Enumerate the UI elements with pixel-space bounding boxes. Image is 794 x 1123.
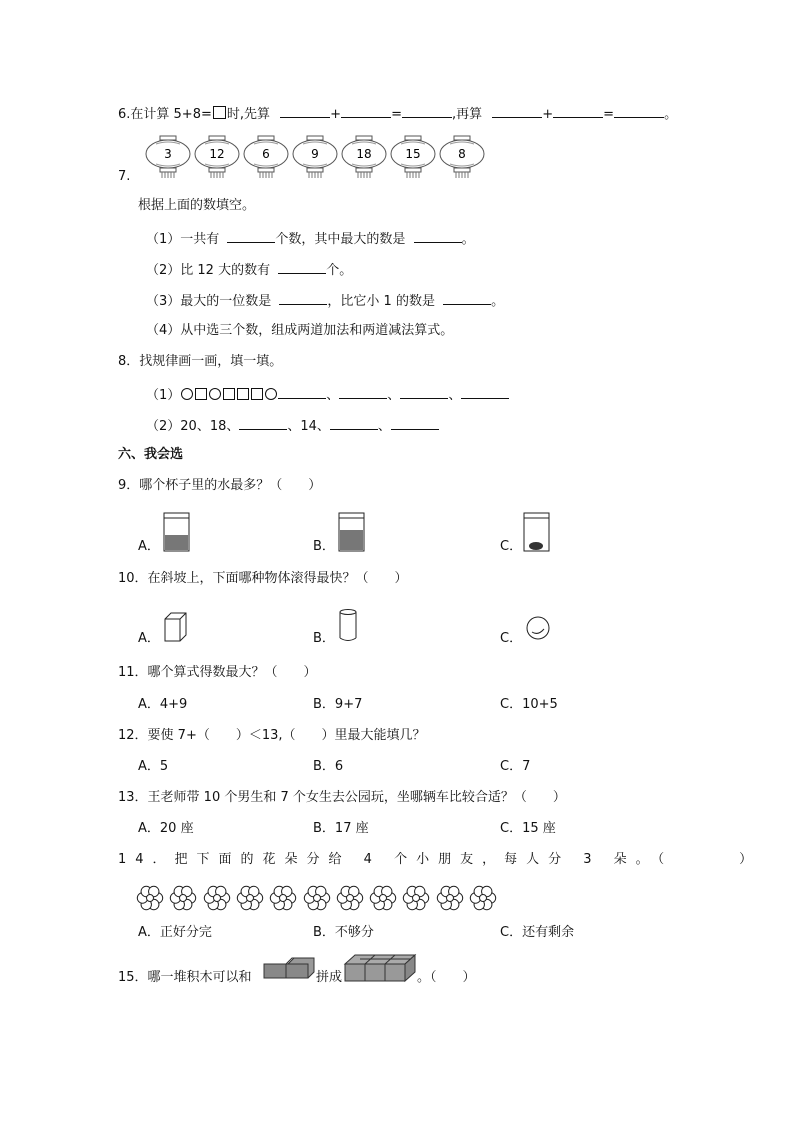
q8-s1-blank-1[interactable] (278, 385, 326, 399)
lantern-icon (342, 136, 386, 178)
equals-sign: = (391, 107, 402, 122)
cuboid-icon (162, 609, 190, 645)
q7-s3-text: ，比它小 1 的数是 (327, 294, 435, 309)
lantern-number: 18 (356, 147, 372, 161)
q6-text: 6.在计算 5+8= (118, 107, 212, 122)
q7-intro: 根据上面的数填空。 (138, 198, 256, 213)
q11-option-a[interactable]: A．4+9 (138, 697, 188, 712)
q8-title: 8．找规律画一画，填一填。 (118, 354, 283, 369)
q6-blank-4[interactable] (492, 104, 542, 118)
plus-sign: + (542, 107, 554, 122)
q15-text-3: 。（ ） (417, 970, 476, 985)
period: 。 (491, 294, 505, 309)
q8-s2-text: （2）20、18、 (146, 419, 240, 434)
lantern-icon (391, 136, 435, 178)
separator: 、 (448, 388, 462, 403)
q9-stem: 9．哪个杯子里的水最多？（ ） (118, 478, 322, 493)
q7-s2-text: 个。 (326, 263, 353, 278)
flower-icon (402, 884, 430, 912)
q9-option-a[interactable]: A． (138, 539, 160, 554)
q7-s2-text: （2）比 12 大的数有 (146, 263, 271, 278)
q6-blank-5[interactable] (553, 104, 603, 118)
q15-text: 15．哪一堆积木可以和 (118, 970, 252, 985)
square-icon (237, 388, 249, 400)
q14-option-c[interactable]: C．还有剩余 (500, 925, 575, 940)
q9-option-b[interactable]: B． (313, 539, 335, 554)
q7-s3-text: （3）最大的一位数是 (146, 294, 272, 309)
q8-s1-label: （1） (146, 388, 181, 403)
cylinder-icon (337, 608, 361, 644)
q7-number: 7. (118, 169, 131, 184)
flower-icon (469, 884, 497, 912)
q12-option-b[interactable]: B．6 (313, 759, 344, 774)
q14-option-a[interactable]: A．正好分完 (138, 925, 212, 940)
circle-icon (265, 388, 277, 400)
q7-s1-blank-1[interactable] (227, 229, 275, 243)
q11-option-b[interactable]: B．9+7 (313, 697, 363, 712)
separator: 、 (387, 388, 401, 403)
q7-s1-text: 个数，其中最大的数是 (275, 232, 406, 247)
flower-icon (336, 884, 364, 912)
flower-icon (269, 884, 297, 912)
lantern-row (140, 134, 500, 180)
q10-option-a[interactable]: A． (138, 631, 160, 646)
q7-sub-2 (146, 260, 352, 280)
q8-sub-2 (146, 416, 439, 436)
q8-s1-blank-4[interactable] (461, 385, 509, 399)
q15-stem (118, 969, 252, 987)
sphere-icon (525, 615, 553, 643)
q15-text-2: 拼成 (316, 970, 343, 985)
answer-box-icon (213, 106, 226, 119)
cup-icon (522, 511, 552, 553)
period: 。 (461, 232, 475, 247)
q6-blank-3[interactable] (402, 104, 452, 118)
flower-icon (369, 884, 397, 912)
q14-option-b[interactable]: B．不够分 (313, 925, 374, 940)
q7-s3-blank-2[interactable] (443, 291, 491, 305)
flower-icon (203, 884, 231, 912)
plus-sign: + (330, 107, 342, 122)
q13-stem: 13．王老师带 10 个男生和 7 个女生去公园玩，坐哪辆车比较合适？（ ） (118, 790, 566, 805)
q8-s1-blank-2[interactable] (339, 385, 387, 399)
separator: 、 (377, 419, 391, 434)
lantern-number: 3 (164, 147, 172, 161)
q8-s1-blank-3[interactable] (400, 385, 448, 399)
q8-s2-blank-2[interactable] (330, 416, 378, 430)
square-icon (195, 388, 207, 400)
lantern-icon (146, 136, 190, 178)
q13-option-a[interactable]: A．20 座 (138, 821, 194, 836)
q7-s1-blank-2[interactable] (414, 229, 462, 243)
q6-blank-2[interactable] (341, 104, 391, 118)
blocks-large-icon (343, 952, 417, 984)
equals-sign: = (603, 107, 615, 122)
square-icon (223, 388, 235, 400)
q12-option-a[interactable]: A．5 (138, 759, 169, 774)
q6-text: 时,先算 (226, 107, 271, 122)
q13-option-c[interactable]: C．15 座 (500, 821, 556, 836)
q7-s3-blank-1[interactable] (279, 291, 327, 305)
q8-s2-text: 、14、 (287, 419, 330, 434)
question-6 (118, 104, 677, 124)
lantern-number: 12 (209, 147, 225, 161)
q7-sub-3 (146, 291, 504, 311)
lantern-number: 8 (458, 147, 466, 161)
q8-sub-1 (146, 385, 509, 405)
lantern-icon (195, 136, 239, 178)
q6-text: ,再算 (451, 107, 483, 122)
q9-option-c[interactable]: C． (500, 539, 523, 554)
period: 。 (664, 107, 678, 122)
flower-icon (169, 884, 197, 912)
q14-stem: 14．把下面的花朵分给 4 个小朋友，每人分 3 朵。（ ） (118, 852, 762, 867)
square-icon (251, 388, 263, 400)
lantern-number: 15 (405, 147, 421, 161)
lantern-icon (244, 136, 288, 178)
q13-option-b[interactable]: B．17 座 (313, 821, 369, 836)
q6-blank-1[interactable] (280, 104, 330, 118)
flower-icon (236, 884, 264, 912)
lantern-number: 6 (262, 147, 270, 161)
lantern-icon (293, 136, 337, 178)
q11-stem: 11．哪个算式得数最大？（ ） (118, 665, 317, 680)
cup-icon (162, 511, 192, 553)
q8-s2-blank-3[interactable] (391, 416, 439, 430)
q7-sub-1 (146, 229, 475, 249)
q7-s1-text: （1）一共有 (146, 232, 220, 247)
q10-option-c[interactable]: C． (500, 631, 523, 646)
separator: 、 (326, 388, 340, 403)
q7-sub-4: （4）从中选三个数，组成两道加法和两道减法算式。 (146, 323, 454, 338)
flower-icon (303, 884, 331, 912)
q7-s2-blank[interactable] (278, 260, 326, 274)
flower-icon (136, 884, 164, 912)
circle-icon (181, 388, 193, 400)
q6-blank-6[interactable] (614, 104, 664, 118)
flower-icon (436, 884, 464, 912)
lantern-graphics (140, 134, 500, 180)
section-6-title: 六、我会选 (118, 447, 184, 462)
q10-stem: 10．在斜坡上，下面哪种物体滚得最快？（ ） (118, 571, 408, 586)
lantern-icon (440, 136, 484, 178)
q8-s2-blank-1[interactable] (239, 416, 287, 430)
q10-option-b[interactable]: B． (313, 631, 335, 646)
flower-row (136, 884, 506, 914)
cup-icon (337, 511, 367, 553)
blocks-small-icon (262, 956, 316, 984)
lantern-number: 9 (311, 147, 319, 161)
circle-icon (209, 388, 221, 400)
q11-option-c[interactable]: C．10+5 (500, 697, 558, 712)
q12-option-c[interactable]: C．7 (500, 759, 531, 774)
q12-stem: 12．要使 7+（ ）＜13,（ ）里最大能填几？ (118, 728, 426, 743)
